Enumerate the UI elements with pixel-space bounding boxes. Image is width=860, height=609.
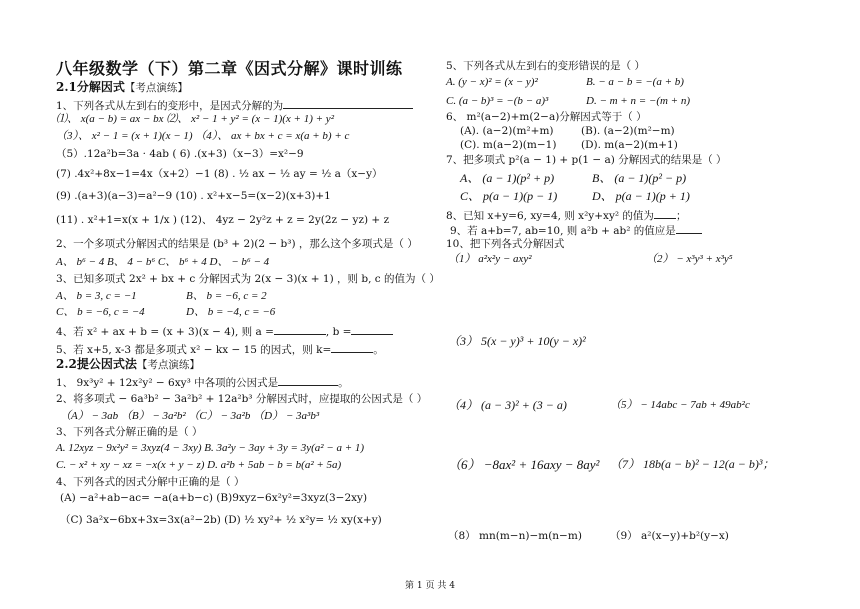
q1-options-row-3: （5）.12a²b=3a · 4ab ( 6) .(x+3)（x−3）=x²−9 — [56, 148, 304, 160]
q5-option-d: D. − m + n = −(m + n) — [586, 95, 691, 107]
q2-options: A、 b⁶ − 4 B、 4 − b⁶ C、 b⁶ + 4 D、 − b⁶ − 4 — [56, 256, 270, 268]
answer-blank — [654, 208, 676, 219]
question-text: 1、下列各式从左到右的变形中，是因式分解的为 — [56, 100, 284, 112]
q1-options-row-5: (9) .(a+3)(a−3)=a²−9 (10) . x²+x−5=(x−2)(x+3)+1 — [56, 190, 331, 202]
question-end: 。 — [373, 344, 384, 356]
question-1 — [56, 98, 413, 112]
q1-options-row-4: (7) .4x²+8x−1=4x（x+2）−1 (8) . ½ ax − ½ ay = ½ a（x−y） — [56, 168, 383, 180]
section-title: 2.1分解因式 — [56, 80, 125, 94]
question-3: 3、已知多项式 2x² + bx + c 分解因式为 2(x − 3)(x + 1) ，则 b, c 的值为（ ） — [56, 273, 440, 285]
section-title: 2.2提公因式法 — [56, 357, 137, 371]
q1-options-row-6: (11) . x²+1=x(x + 1/x ) (12)、 4yz − 2y²z + z = 2y(2z − yz) + z — [56, 214, 390, 226]
q5-option-b: B. − a − b = −(a + b) — [586, 76, 684, 88]
exercise-2: （2） − x³y³ + x³y⁵ — [646, 253, 733, 265]
question-end: ； — [675, 210, 687, 222]
question-6: 6、 m²(a−2)+m(2−a)分解因式等于（ ） — [446, 111, 647, 123]
section-tag: 【考点演练】 — [136, 359, 200, 371]
exercise-1: （1） a²x²y − axy² — [448, 253, 532, 265]
q6-option-b: (B). (a−2)(m²−m) — [581, 125, 675, 137]
answer-blank — [676, 223, 702, 234]
exercise-9: （9） a²(x−y)+b²(y−x) — [610, 530, 729, 542]
q1-options-row-2: （3）、 x² − 1 = (x + 1)(x − 1) （4）、 ax + bx + c = x(a + b) + c — [56, 130, 350, 142]
question-10: 10、把下列各式分解因式 — [446, 238, 565, 250]
exercise-6: （6） −8ax² + 16axy − 8ay² — [448, 457, 600, 472]
exercise-3: （3） 5(x − y)³ + 10(y − x)² — [448, 334, 586, 348]
section-heading-2-2 — [56, 358, 200, 372]
answer-blank — [331, 342, 373, 353]
page-footer: 第 1 页 共 4 — [405, 581, 455, 591]
p4-options-row-2: （C) 3a²x−6bx+3x=3x(a²−2b) (D) ½ xy²+ ½ x²y= ½ xy(x+y) — [60, 514, 382, 526]
answer-blank-a — [274, 324, 326, 335]
question-2: 2、一个多项式分解因式的结果是 (b³ + 2)(2 − b³) ，那么这个多项式是（ ） — [56, 238, 418, 250]
q7-option-c: C、 p(a − 1)(p − 1) — [460, 189, 558, 203]
q5-option-a: A. (y − x)² = (x − y)² — [446, 76, 538, 88]
problem-1 — [56, 375, 349, 389]
exercise-4: （4） (a − 3)² + (3 − a) — [448, 398, 567, 412]
exercise-5: （5） − 14abc − 7ab + 49ab²c — [610, 399, 750, 411]
q1-options-row-1: ⑴、 x(a − b) = ax − bx ⑵、 x² − 1 + y² = (x − 1)(x + 1) + y² — [56, 113, 334, 125]
question-7: 7、把多项式 p²(a − 1) + p(1 − a) 分解因式的结果是（ ） — [446, 154, 727, 166]
q3-option-d: D、 b = −4, c = −6 — [186, 306, 276, 318]
question-text: 5、若 x+5, x-3 都是多项式 x² − kx − 15 的因式，则 k= — [56, 344, 332, 356]
exercise-7: （7） 18b(a − b)² − 12(a − b)³； — [610, 457, 775, 471]
question-text: 8、已知 x+y=6, xy=4, 则 x²y+xy² 的值为 — [446, 210, 654, 222]
q3-option-b: B、 b = −6, c = 2 — [186, 290, 267, 302]
question-text: 4、若 x² + ax + b = (x + 3)(x − 4), 则 a = — [56, 326, 274, 338]
section-heading-2-1 — [56, 81, 188, 95]
exercise-8: （8） mn(m−n)−m(n−m) — [448, 530, 582, 542]
answer-blank — [278, 375, 338, 386]
p3-options-row-2: C. − x² + xy − xz = −x(x + y − z) D. a²b + 5ab − b = b(a² + 5a) — [56, 459, 342, 471]
question-5-right: 5、下列各式从左到右的变形错误的是（ ） — [446, 60, 646, 72]
q7-option-d: D、 p(a − 1)(p + 1) — [592, 189, 690, 203]
q5-option-c: C. (a − b)³ = −(b − a)³ — [446, 95, 549, 107]
q6-option-d: (D). m(a−2)(m+1) — [581, 139, 678, 151]
problem-2: 2、将多项式 − 6a³b² − 3a²b² + 12a²b³ 分解因式时，应提取的公因式是（ ） — [56, 393, 428, 405]
problem-3: 3、下列各式分解正确的是（ ） — [56, 426, 203, 438]
question-text: 9、若 a+b=7, ab=10, 则 a²b + ab² 的值应是 — [450, 225, 676, 237]
q6-option-c: (C). m(a−2)(m−1) — [460, 139, 557, 151]
q7-option-b: B、 (a − 1)(p² − p) — [592, 171, 687, 185]
p2-options: （A） − 3ab （B） − 3a²b² （C） − 3a²b （D） − 3a³b³ — [60, 410, 320, 422]
page-title: 八年级数学（下）第二章《因式分解》课时训练 — [56, 59, 403, 78]
p4-options-row-1: (A) −a²+ab−ac= −a(a+b−c) (B)9xyz−6x²y²=3xyz(3−2xy) — [60, 492, 368, 504]
question-9 — [450, 223, 702, 237]
problem-end: 。 — [338, 377, 349, 389]
question-4 — [56, 324, 393, 338]
q3-option-c: C、 b = −6, c = −4 — [56, 306, 145, 318]
problem-text: 1、 9x³y² + 12x²y² − 6xy³ 中各项的公因式是 — [56, 377, 279, 389]
p3-options-row-1: A. 12xyz − 9x²y² = 3xyz(4 − 3xy) B. 3a²y − 3ay + 3y = 3y(a² − a + 1) — [56, 442, 365, 454]
answer-blank — [283, 98, 413, 109]
section-tag: 【考点演练】 — [124, 82, 188, 94]
question-8 — [446, 208, 686, 222]
q3-option-a: A、 b = 3, c = −1 — [56, 290, 137, 302]
q7-option-a: A、 (a − 1)(p² + p) — [460, 171, 555, 185]
question-text-b: , b = — [325, 326, 352, 338]
q6-option-a: (A). (a−2)(m²+m) — [460, 125, 554, 137]
question-5 — [56, 342, 384, 356]
problem-4: 4、下列各式的因式分解中正确的是（ ） — [56, 476, 245, 488]
answer-blank-b — [351, 324, 393, 335]
